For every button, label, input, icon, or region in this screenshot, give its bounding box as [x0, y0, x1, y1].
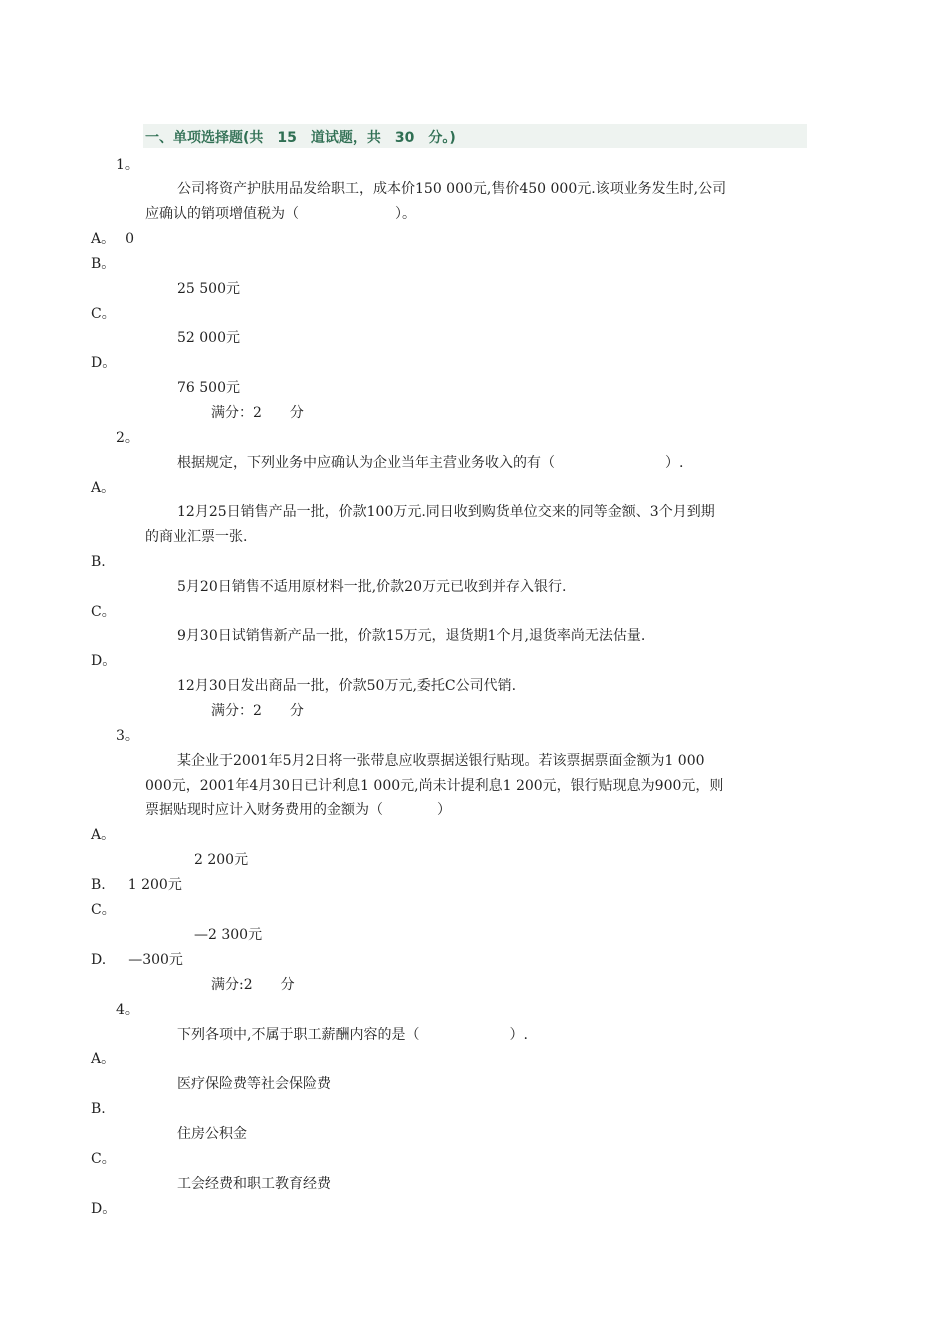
question-4-option-c-label[interactable]: C。	[91, 1151, 116, 1167]
question-3-option-a-label[interactable]: A。	[91, 827, 116, 843]
question-3-option-d[interactable]	[91, 951, 183, 969]
option-text: 0	[125, 231, 135, 247]
question-1-option-b-text: 25 500元	[177, 281, 240, 297]
question-3-option-a-text: 2 200元	[194, 852, 249, 868]
option-label: D.	[91, 952, 107, 968]
question-3-stem-line1: 某企业于2001年5月2日将一张带息应收票据送银行贴现。若该票据票面金额为1 000	[177, 753, 705, 769]
question-1-number: 1。	[116, 157, 139, 173]
question-1-stem-line2: 应确认的销项增值税为（ ）。	[145, 206, 416, 222]
question-3-option-b[interactable]	[91, 876, 182, 894]
question-3-option-c-label[interactable]: C。	[91, 902, 116, 918]
question-2-option-c-text: 9月30日试销售新产品一批，价款15万元，退货期1个月,退货率尚无法估量.	[177, 628, 646, 644]
question-4-option-c-text: 工会经费和职工教育经费	[177, 1176, 331, 1192]
section-title: 一、单项选择题(共 15 道试题，共 30 分。)	[145, 130, 456, 146]
question-2-score: 满分：2 分	[211, 703, 304, 719]
question-3-score: 满分:2 分	[211, 977, 295, 993]
question-2-stem: 根据规定，下列业务中应确认为企业当年主营业务收入的有（ ）.	[177, 455, 684, 471]
question-2-option-b-text: 5月20日销售不适用原材料一批,价款20万元已收到并存入银行.	[177, 579, 567, 595]
question-2-option-d-label[interactable]: D。	[91, 653, 117, 669]
question-4-option-a-label[interactable]: A。	[91, 1051, 116, 1067]
option-text: 1 200元	[127, 877, 182, 893]
option-text: —300元	[128, 952, 183, 968]
question-2-option-a-line2: 的商业汇票一张.	[145, 529, 248, 545]
question-2-option-c-label[interactable]: C。	[91, 604, 116, 620]
question-1-option-c-label[interactable]: C。	[91, 306, 116, 322]
question-1-score: 满分：2 分	[211, 405, 304, 421]
option-label: B.	[91, 877, 106, 893]
question-1-option-a[interactable]	[91, 230, 134, 248]
question-2-number: 2。	[116, 430, 139, 446]
question-4-option-b-text: 住房公积金	[177, 1126, 247, 1142]
question-1-option-c-text: 52 000元	[177, 330, 240, 346]
question-1-option-d-label[interactable]: D。	[91, 355, 117, 371]
question-3-stem-line3: 票据贴现时应计入财务费用的金额为（ ）	[145, 802, 451, 818]
question-3-number: 3。	[116, 728, 139, 744]
option-label: A。	[91, 231, 116, 247]
question-3-option-c-text: —2 300元	[194, 927, 263, 943]
question-2-option-b-label[interactable]: B.	[91, 554, 106, 570]
question-3-stem-line2: 000元，2001年4月30日已计利息1 000元,尚未计提利息1 200元，银行贴现息为900元，则	[145, 778, 724, 794]
question-2-option-d-text: 12月30日发出商品一批，价款50万元,委托C公司代销.	[177, 678, 517, 694]
question-1-stem-line1: 公司将资产护肤用品发给职工，成本价150 000元,售价450 000元.该项业务发生时,公司	[177, 181, 727, 197]
question-4-option-d-label[interactable]: D。	[91, 1201, 117, 1217]
question-4-number: 4。	[116, 1002, 139, 1018]
question-2-option-a-label[interactable]: A。	[91, 480, 116, 496]
question-4-option-a-text: 医疗保险费等社会保险费	[177, 1076, 331, 1092]
question-4-stem: 下列各项中,不属于职工薪酬内容的是（ ）.	[177, 1027, 528, 1043]
question-1-option-d-text: 76 500元	[177, 380, 240, 396]
question-4-option-b-label[interactable]: B.	[91, 1101, 106, 1117]
question-2-option-a-line1: 12月25日销售产品一批，价款100万元.同日收到购货单位交来的同等金额、3个月到期	[177, 504, 715, 520]
question-1-option-b-label[interactable]: B。	[91, 256, 116, 272]
